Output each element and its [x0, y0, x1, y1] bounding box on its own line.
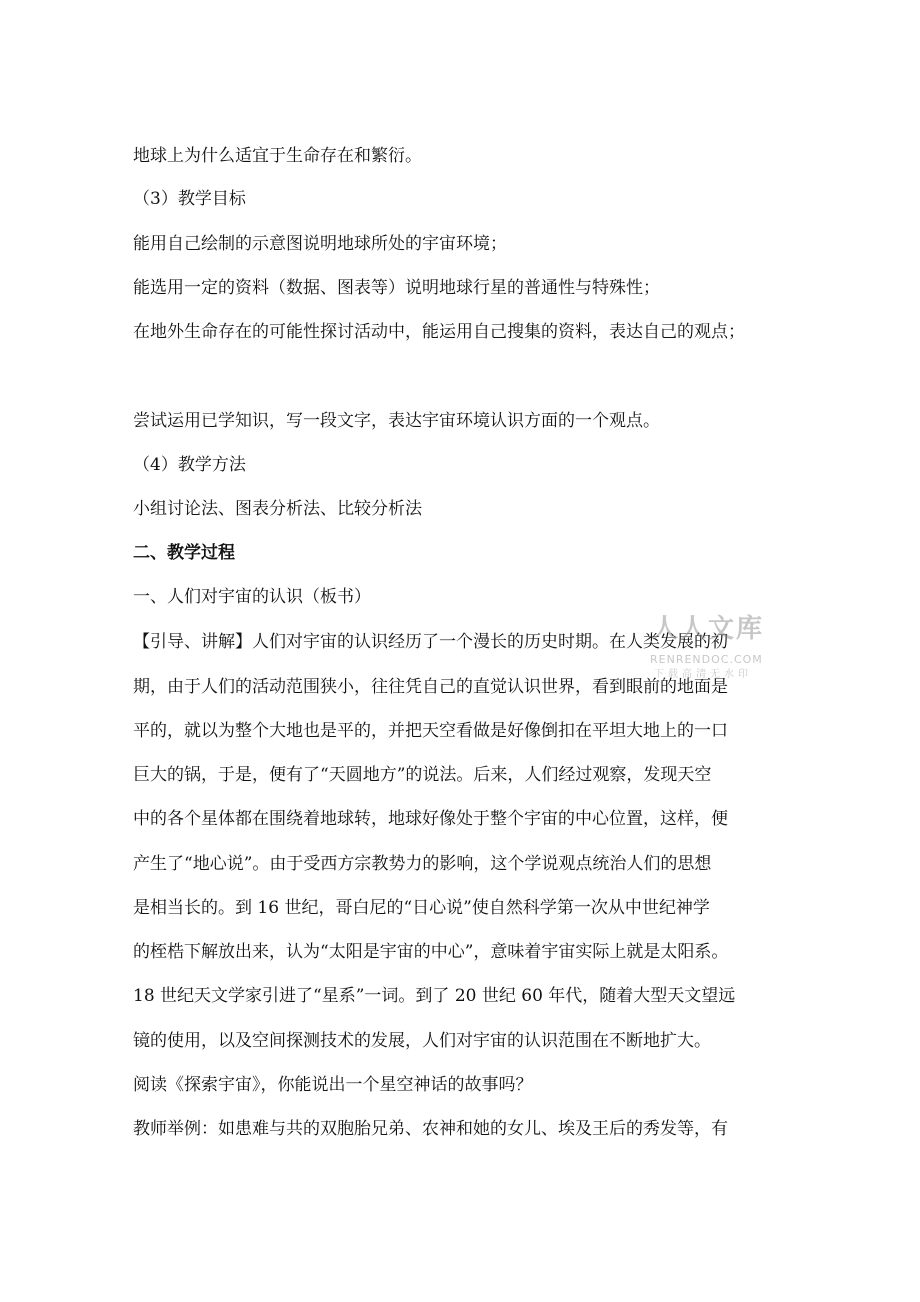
paragraph-line: 【引导、讲解】人们对宇宙的认识经历了一个漫长的历史时期。在人类发展的初	[133, 632, 728, 652]
watermark-domain: RENRENDOC.COM	[650, 653, 763, 666]
heading-teaching-process: 二、教学过程	[133, 543, 235, 563]
watermark-title: 人人文库	[652, 614, 765, 644]
paragraph-line: 镜的使用，以及空间探测技术的发展，人们对宇宙的认识范围在不断地扩大。	[133, 1031, 711, 1051]
watermark-subtitle: 下载高清无水印	[654, 669, 752, 680]
text-line: 能用自己绘制的示意图说明地球所处的宇宙环境；	[133, 234, 507, 254]
paragraph-line: 期，由于人们的活动范围狭小，往往凭自己的直觉认识世界，看到眼前的地面是	[133, 677, 728, 697]
text-line: 阅读《探索宇宙》，你能说出一个星空神话的故事吗？	[133, 1075, 533, 1095]
text-line: 能选用一定的资料（数据、图表等）说明地球行星的普通性与特殊性；	[133, 278, 660, 298]
text-line: 在地外生命存在的可能性探讨活动中，能运用自己搜集的资料，表达自己的观点；	[133, 322, 745, 342]
section-heading-teaching-methods: （4）教学方法	[133, 455, 246, 475]
paragraph-line: 中的各个星体都在围绕着地球转，地球好像处于整个宇宙的中心位置，这样，便	[133, 809, 728, 829]
paragraph-line: 平的，就以为整个大地也是平的，并把天空看做是好像倒扣在平坦大地上的一口	[133, 721, 728, 741]
text-line: 小组讨论法、图表分析法、比较分析法	[133, 499, 422, 519]
paragraph-line: 巨大的锅，于是，便有了“天圆地方”的说法。后来，人们经过观察，发现天空	[133, 765, 712, 785]
section-heading-teaching-goals: （3）教学目标	[133, 189, 246, 209]
text-line: 教师举例：如患难与共的双胞胎兄弟、农神和她的女儿、埃及王后的秀发等，有	[133, 1119, 728, 1139]
text-line: 尝试运用已学知识，写一段文字，表达宇宙环境认识方面的一个观点。	[133, 411, 660, 431]
paragraph-line: 是相当长的。到 16 世纪，哥白尼的“日心说”使自然科学第一次从中世纪神学	[133, 898, 710, 918]
paragraph-line: 18 世纪天文学家引进了“星系”一词。到了 20 世纪 60 年代，随着大型天文望远	[133, 986, 736, 1006]
subheading-understanding-universe: 一、人们对宇宙的认识（板书）	[133, 587, 371, 607]
text-line: 地球上为什么适宜于生命存在和繁衍。	[133, 146, 422, 166]
paragraph-line: 的桎梏下解放出来，认为“太阳是宇宙的中心”，意味着宇宙实际上就是太阳系。	[133, 942, 729, 962]
paragraph-line: 产生了“地心说”。由于受西方宗教势力的影响，这个学说观点统治人们的思想	[133, 854, 712, 874]
